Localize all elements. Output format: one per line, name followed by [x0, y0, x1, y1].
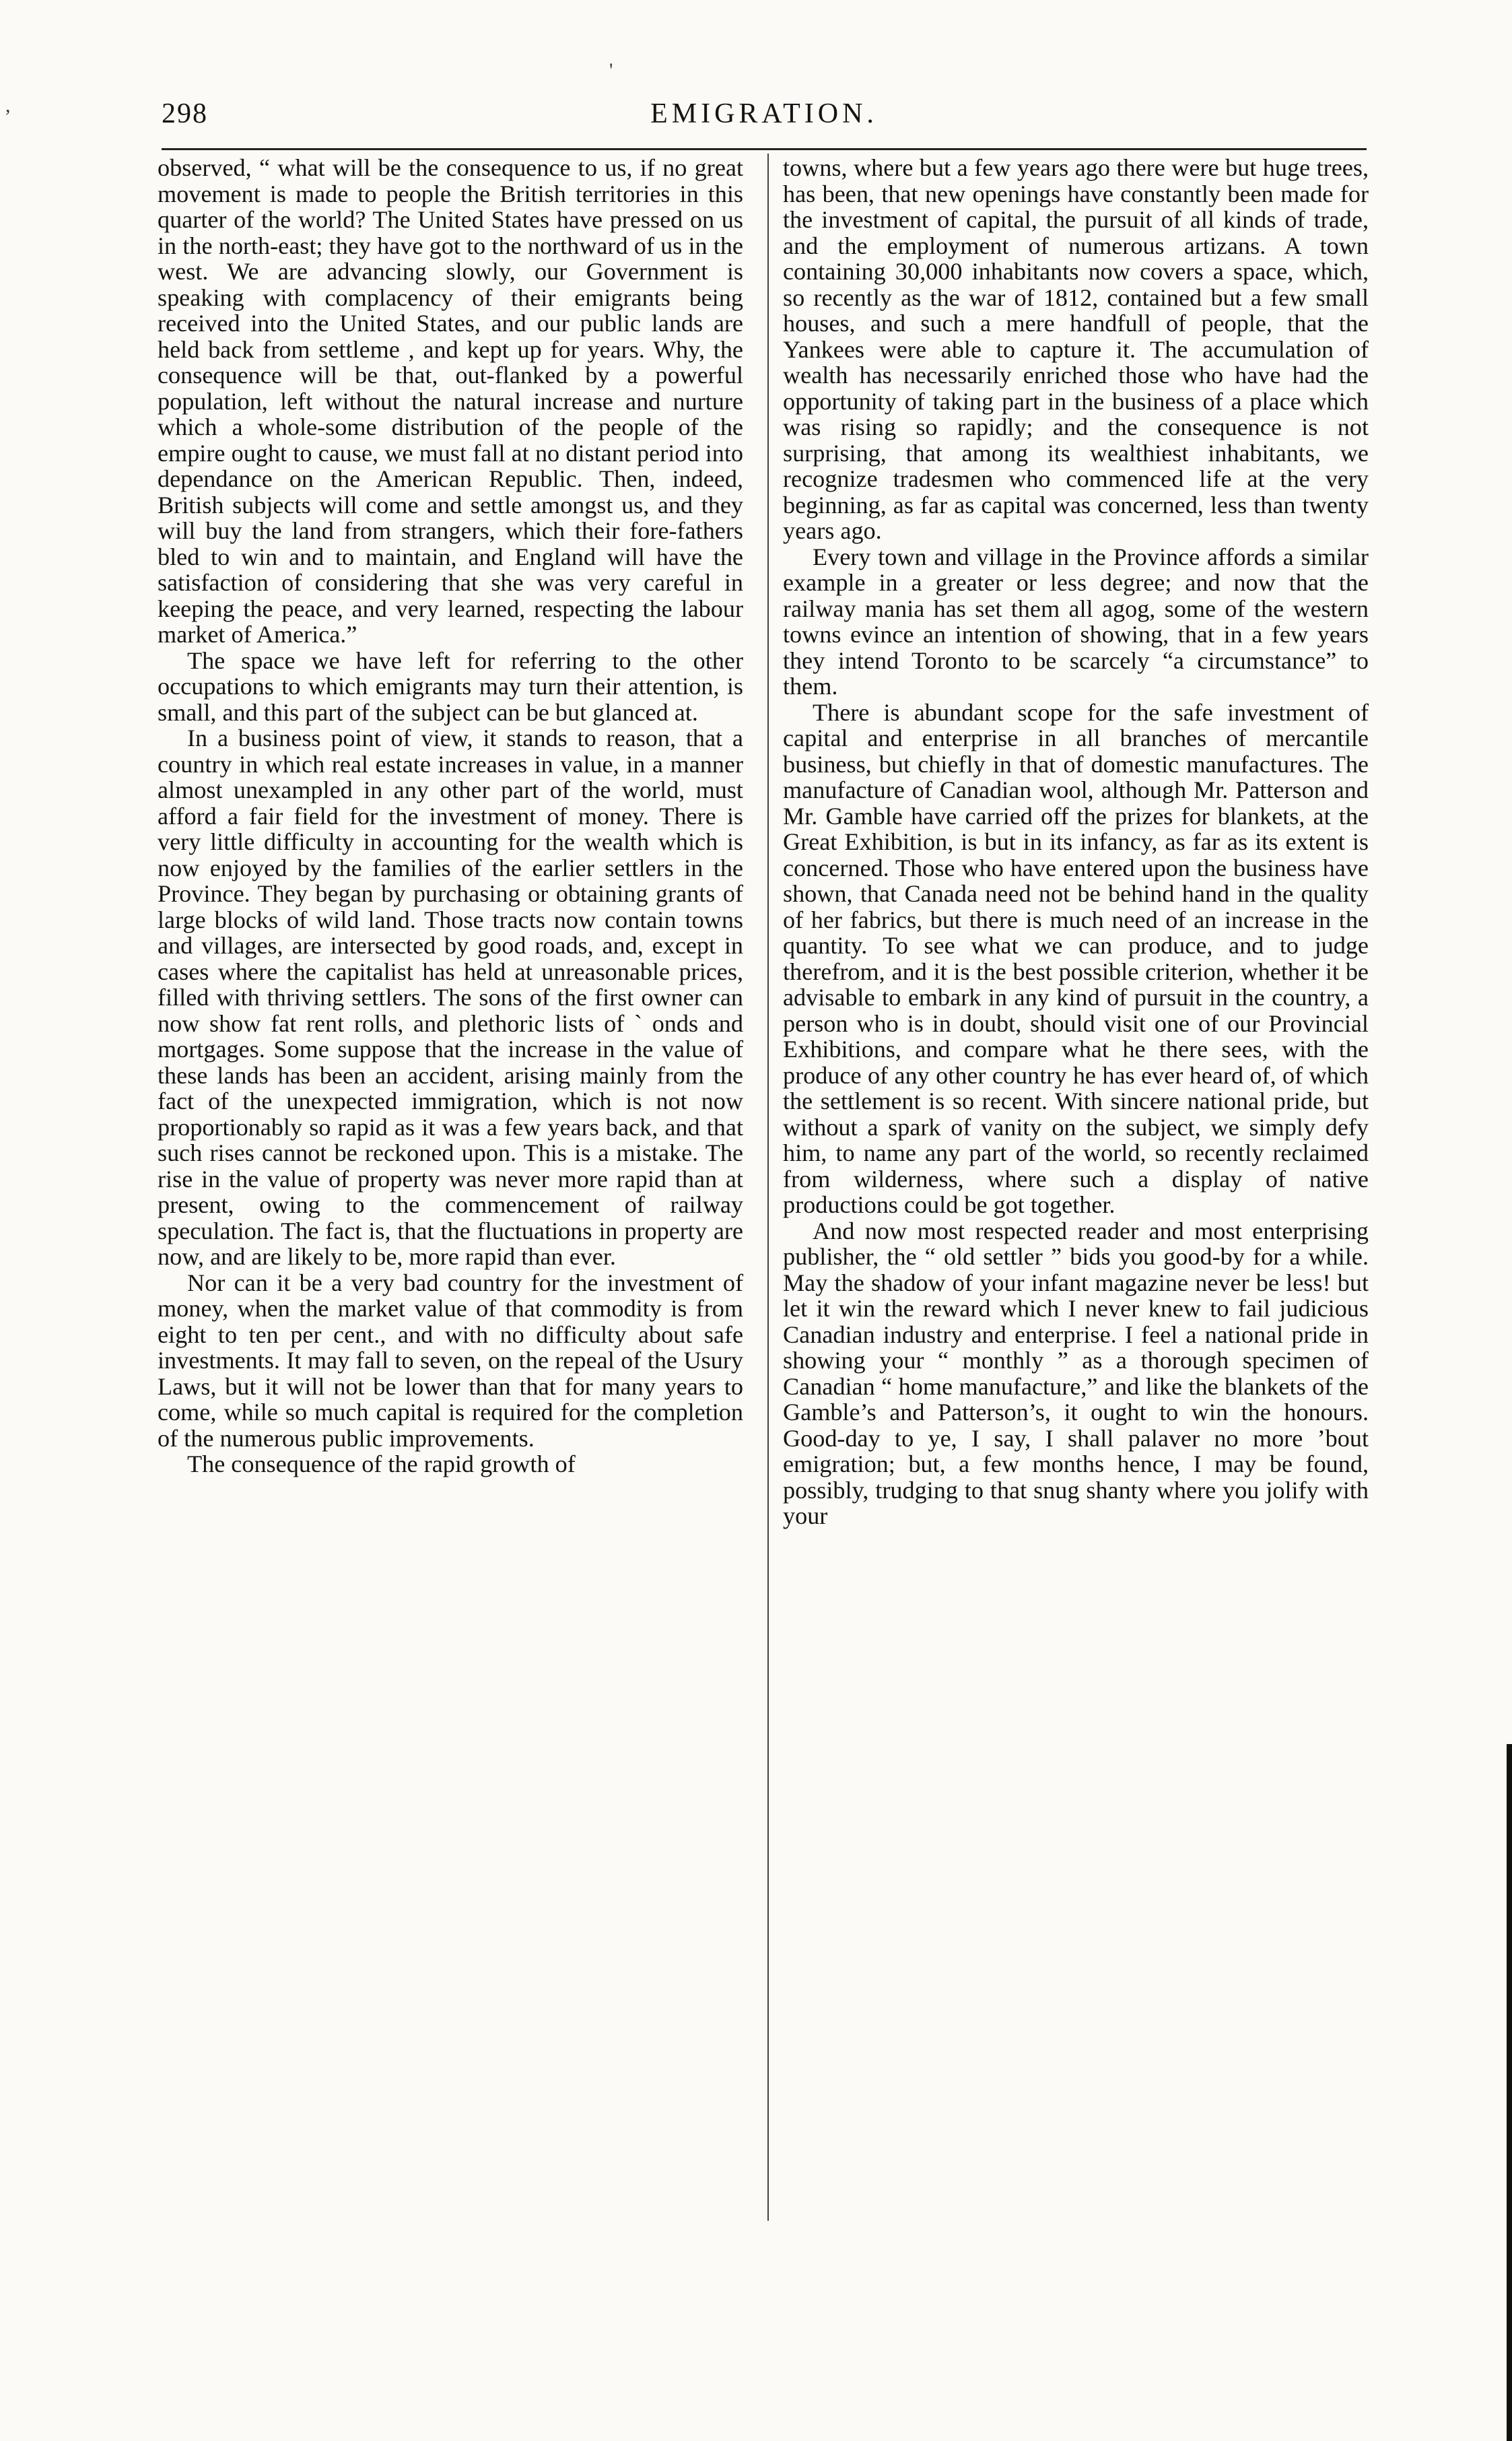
page-number: 298: [162, 98, 208, 129]
paragraph: The space we have left for referring to the other occupations to which emigrants may turn their attention, is small, and this part of the subject can be but glanced at.: [158, 646, 743, 726]
column-divider: [767, 154, 769, 2221]
paragraph: Nor can it be a very bad country for the investment of money, when the market value of that commodity is from eight to ten per cent., and with no difficulty about safe investments. It may fall to seven, on the repeal of the Usury Laws, but it will not be lower than that for many years to come, while so much capital is required for the completion of the numerous public improvements.: [158, 1269, 743, 1452]
left-column: [158, 155, 743, 1477]
running-title: EMIGRATION.: [650, 98, 878, 129]
paragraph: towns, where but a few years ago there were but huge trees, has been, that new openings have constantly been made for the investment of capital, the pursuit of all kinds of trade, and the employment of numerous artizans. A town containing 30,000 inhabitants now covers a space, which, so recently as the war of 1812, contained but a few small houses, and such a mere handfull of people, that the Yankees were able to capture it. The accumulation of wealth has necessarily enriched those who have had the opportunity of taking part in the business of a place which was rising so rapidly; and the consequence is not surprising, that among its wealthiest inhabitants, we recognize tradesmen who commenced life at the very beginning, as far as capital was concerned, less than twenty years ago.: [783, 154, 1369, 544]
header-rule: [162, 148, 1367, 150]
scan-edge-shadow: [1507, 1744, 1512, 2441]
page-header: [162, 98, 1367, 145]
print-speck: ,: [5, 94, 11, 116]
paragraph: observed, “ what will be the consequence to us, if no great movement is made to people the British territories in this quarter of the world? The United States have pressed on us in the north-east; they have got to the northward of us in the west. We are advancing slowly, our Government is speaking with complacency of their emigrants being received into the United States, and our public lands are held back from settleme , and kept up for years. Why, the consequence will be that, out-flanked by a powerful population, left without the natural increase and nurture which a whole-some distribution of the people of the empire ought to cause, we must fall at no distant period into dependance on the American Republic. Then, indeed, British subjects will come and settle amongst us, and they will buy the land from strangers, which their fore-fathers bled to win and to maintain, and England will have the satisfaction of considering that she was very careful in keeping the peace, and very learned, respecting the labour market of America.”: [158, 154, 743, 648]
paragraph: Every town and village in the Province affords a similar example in a greater or less degree; and now that the railway mania has set them all agog, some of the western towns evince an intention of showing, that in a few years they intend Toronto to be scarcely “a circumstance” to them.: [783, 543, 1369, 700]
paragraph: In a business point of view, it stands to reason, that a country in which real estate increases in value, in a manner almost unexampled in any other part of the world, must afford a fair field for the investment of money. There is very little difficulty in accounting for the wealth which is now enjoyed by the families of the earlier settlers in the Province. They began by purchasing or obtaining grants of large blocks of wild land. Those tracts now contain towns and villages, are intersected by good roads, and, except in cases where the capitalist has held at unreasonable prices, filled with thriving settlers. The sons of the first owner can now show fat rent rolls, and plethoric lists of ` onds and mortgages. Some suppose that the increase in the value of these lands has been an accident, arising mainly from the fact of the unexpected immigration, which is not now proportionably so rapid as it was a few years back, and that such rises cannot be reckoned upon. This is a mistake. The rise in the value of property was never more rapid than at present, owing to the commencement of railway speculation. The fact is, that the fluctuations in property are now, and are likely to be, more rapid than ever.: [158, 725, 743, 1270]
paragraph: And now most respected reader and most enterprising publisher, the “ old settler ” bids you good-by for a while. May the shadow of your infant magazine never be less! but let it win the reward which I never knew to fail judicious Canadian industry and enterprise. I feel a national pride in showing your “ monthly ” as a thorough specimen of Canadian “ home manufacture,” and like the blankets of the Gamble’s and Patterson’s, it ought to win the honours. Good-day to ye, I say, I shall palaver no more ’bout emigration; but, a few months hence, I may be found, possibly, trudging to that snug shanty where you jolify with your: [783, 1217, 1369, 1529]
right-column: [783, 155, 1369, 1529]
paragraph: There is abundant scope for the safe investment of capital and enterprise in all branches of mercantile business, but chiefly in that of domestic manufactures. The manufacture of Canadian wool, although Mr. Patterson and Mr. Gamble have carried off the prizes for blankets, at the Great Exhibition, is but in its infancy, as far as its extent is concerned. Those who have entered upon the business have shown, that Canada need not be behind hand in the quality of her fabrics, but there is much need of an increase in the quantity. To see what we can produce, and to judge therefrom, and it is the best possible criterion, whether it be advisable to embark in any kind of pursuit in the country, a person who is in doubt, should visit one of our Provincial Exhibitions, and compare what he there sees, with the produce of any other country he has ever heard of, of which the settlement is so recent. With sincere national pride, but without a spark of vanity on the subject, we simply defy him, to name any part of the world, so recently reclaimed from wilderness, where such a display of native productions could be got together.: [783, 698, 1369, 1218]
paragraph: The consequence of the rapid growth of: [187, 1450, 576, 1477]
print-speck: ': [609, 59, 613, 81]
